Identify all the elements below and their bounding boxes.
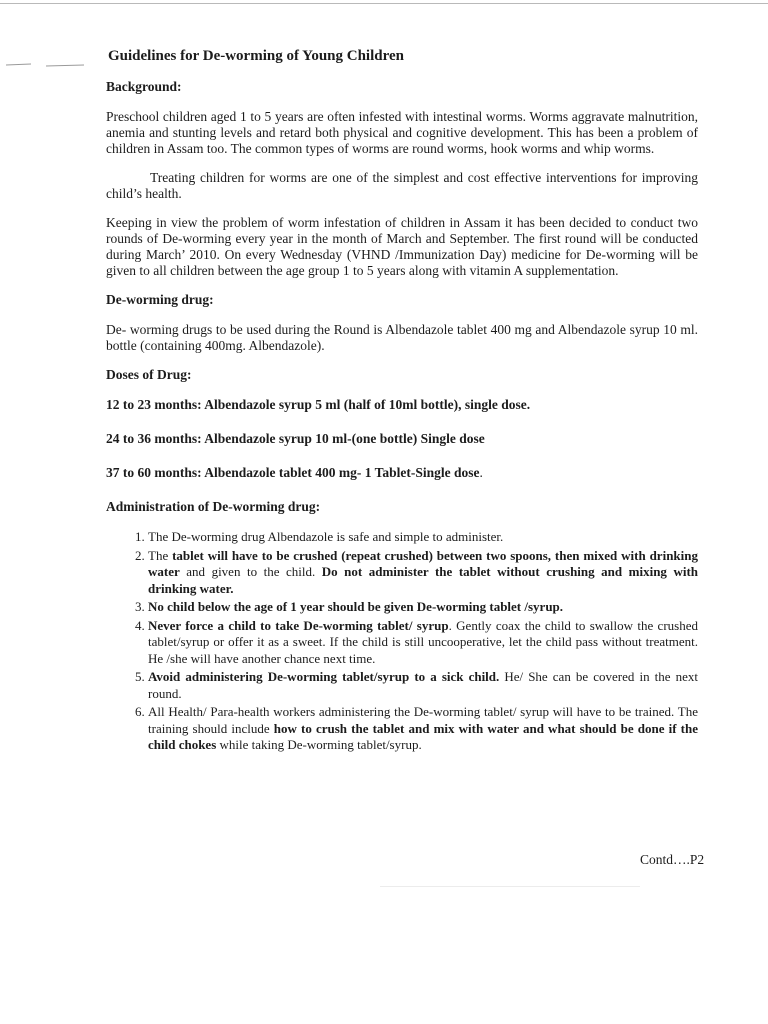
list-item bbox=[148, 529, 698, 546]
dose-line-3-text: 37 to 60 months: Albendazole tablet 400 mg- 1 Tablet-Single dose bbox=[106, 465, 480, 480]
item-3-text: No child below the age of 1 year should be given De-worming tablet /syrup. bbox=[148, 599, 564, 614]
item-4-text-a: Never force a child to take De-worming tablet/ syrup bbox=[148, 617, 449, 633]
list-item bbox=[148, 599, 698, 616]
item-6-text-c: while taking De-worming tablet/syrup. bbox=[216, 737, 422, 752]
administration-heading: Administration of De-worming drug: bbox=[106, 499, 321, 514]
item-2-text-d: Do not administer the tablet without crushing and mixing with drinking water. bbox=[148, 564, 698, 596]
item-4-text-b: . Gently coax the child to swallow the crushed tablet/syrup or offer it as a sweet. If the child is still uncooperative, let the child pass without treatment. He /she will have another chance next time. bbox=[148, 617, 698, 666]
list-item bbox=[148, 618, 698, 668]
item-1-text: The De-worming drug Albendazole is safe and simple to administer. bbox=[148, 529, 504, 544]
background-paragraph-3: Keeping in view the problem of worm infestation of children in Assam it has been decided to conduct two rounds of De-worming every year in the month of March and September. The first round will be conducted during March’ 2010. On every Wednesday (VHND /Immunization Day) medicine for De-worming will be given to all children between the age group 1 to 5 years along with vitamin A supplementation. bbox=[106, 215, 698, 278]
item-2-text-c: and given to the child. bbox=[179, 564, 322, 579]
dose-line-1: 12 to 23 months: Albendazole syrup 5 ml (half of 10ml bottle), single dose. bbox=[106, 397, 531, 412]
background-paragraph-2: Treating children for worms are one of the simplest and cost effective interventions for improving child’s health. bbox=[106, 170, 698, 201]
item-5-text-b: He/ She can be covered in the next round. bbox=[148, 669, 698, 701]
dose-line-2: 24 to 36 months: Albendazole syrup 10 ml-(one bottle) Single dose bbox=[106, 431, 485, 446]
document-title: Guidelines for De-worming of Young Children bbox=[108, 48, 404, 64]
background-heading: Background: bbox=[106, 79, 182, 94]
list-item bbox=[148, 669, 698, 702]
list-item bbox=[148, 548, 698, 598]
item-6-text-a: All Health/ Para-health workers administering the De-worming tablet/ syrup will have to be trained. The training should include bbox=[148, 704, 698, 736]
drug-heading: De-worming drug: bbox=[106, 292, 214, 307]
dose-line-3 bbox=[106, 465, 698, 481]
item-2-text-b: tablet will have to be crushed (repeat crushed) between two spoons, then mixed with drinking water bbox=[148, 547, 698, 579]
item-6-text-b: how to crush the tablet and mix with water and what should be done if the child chokes bbox=[148, 720, 698, 752]
document-page bbox=[106, 48, 698, 756]
dose-line-3-period: . bbox=[479, 465, 483, 480]
continued-note: Contd….P2 bbox=[640, 852, 705, 867]
doses-heading: Doses of Drug: bbox=[106, 367, 192, 382]
faint-bleed-through bbox=[380, 886, 640, 887]
top-border-line bbox=[0, 3, 768, 4]
background-paragraph-1: Preschool children aged 1 to 5 years are often infested with intestinal worms. Worms aggravate malnutrition, anemia and stunting levels and retard both physical and cognitive development. This has been a problem of children in Assam too. The common types of worms are round worms, hook worms and whip worms. bbox=[106, 109, 698, 156]
scan-mark bbox=[6, 62, 86, 68]
list-item bbox=[148, 704, 698, 754]
administration-list bbox=[106, 529, 698, 754]
drug-paragraph: De- worming drugs to be used during the Round is Albendazole tablet 400 mg and Albendazole syrup 10 ml. bottle (containing 400mg. Albendazole). bbox=[106, 322, 698, 353]
item-5-text-a: Avoid administering De-worming tablet/syrup to a sick child. bbox=[148, 669, 500, 684]
item-2-text-a: The bbox=[148, 547, 173, 563]
